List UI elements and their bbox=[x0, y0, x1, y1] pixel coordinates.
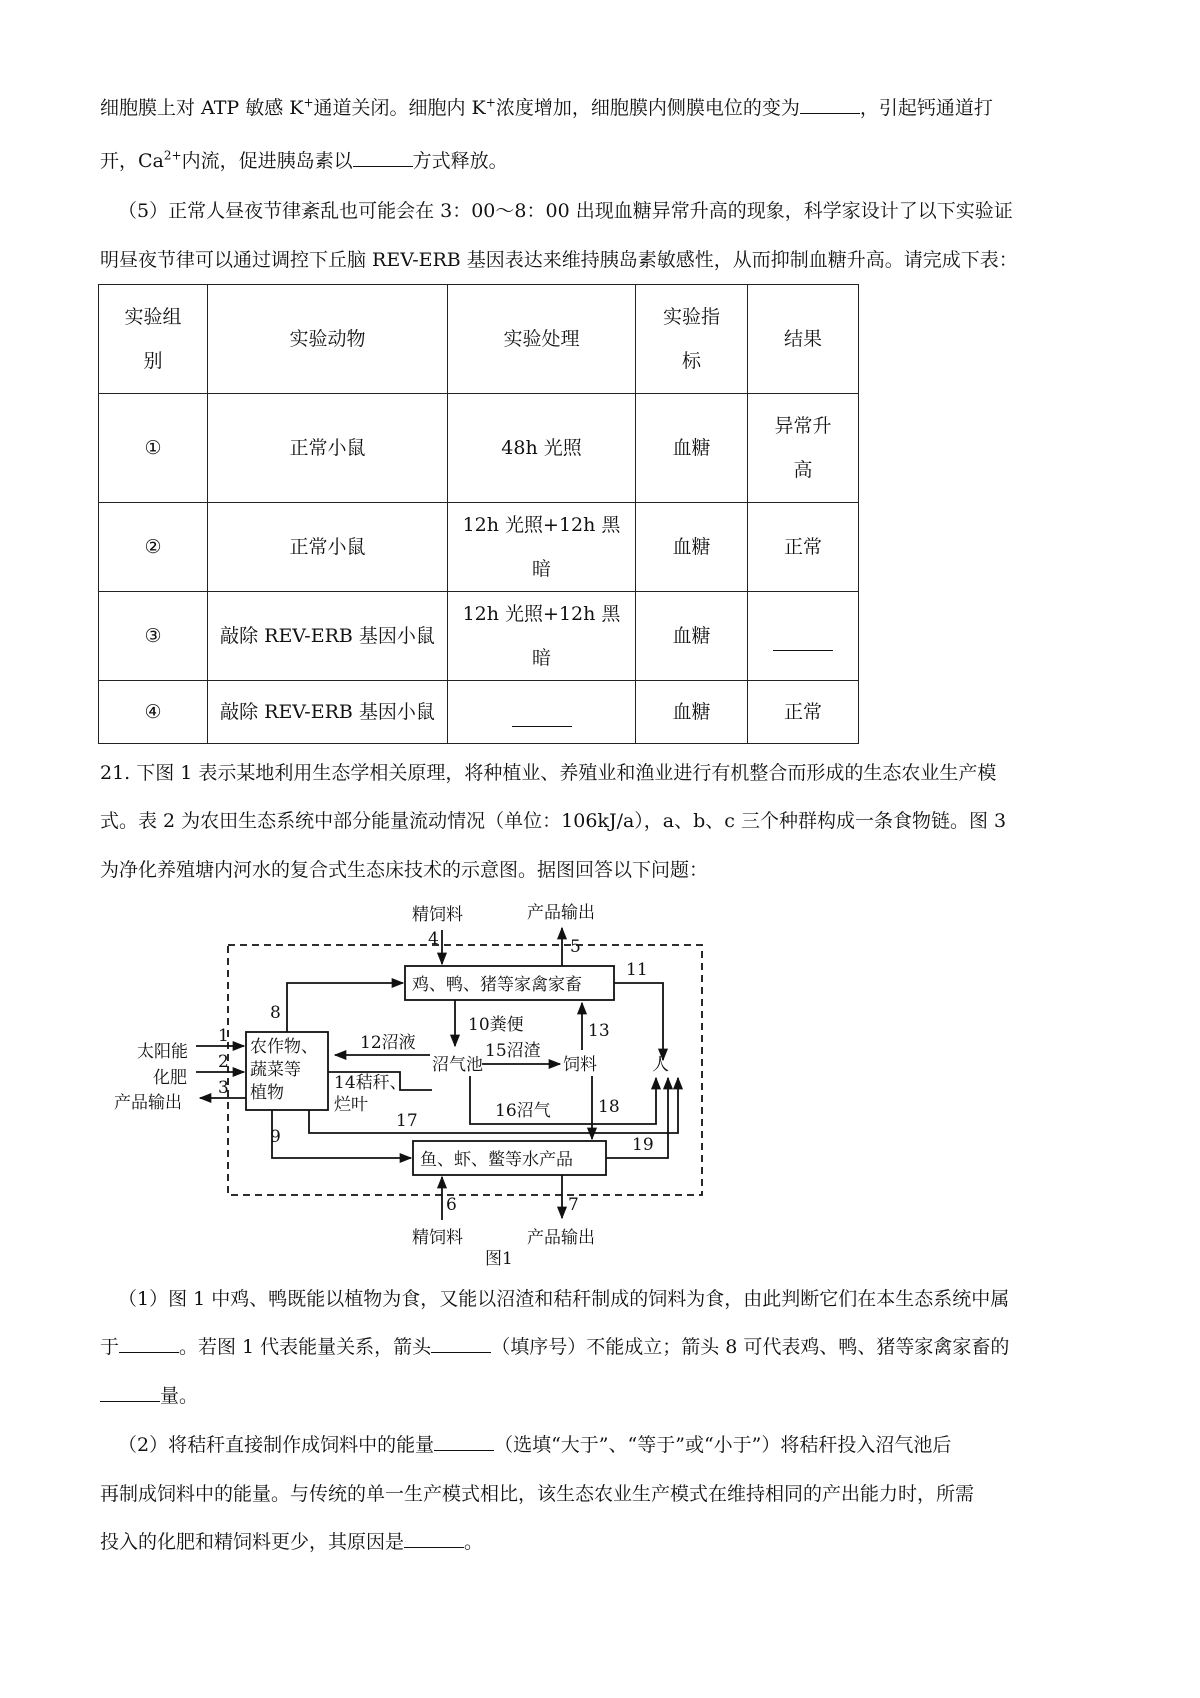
arrow-4-label: 4 bbox=[428, 929, 439, 949]
cell-animal: 敲除 REV-ERB 基因小鼠 bbox=[208, 592, 448, 681]
feed-label: 饲料 bbox=[563, 1055, 597, 1075]
q21-line-1: 21. 下图 1 表示某地利用生态学相关原理，将种植业、养殖业和渔业进行有机整合而形成的生态农业生产模 bbox=[100, 762, 997, 784]
cell-index: 血糖 bbox=[636, 394, 748, 503]
straw-label-1: 14秸秆、 bbox=[334, 1073, 407, 1093]
header-animal: 实验动物 bbox=[208, 285, 448, 394]
cell-treatment: 12h 光照+12h 黑暗 bbox=[448, 503, 636, 592]
biogas-label: 16沼气 bbox=[495, 1101, 551, 1121]
cell-animal: 敲除 REV-ERB 基因小鼠 bbox=[208, 681, 448, 744]
cell-group: ② bbox=[99, 503, 208, 592]
crops-label-3: 植物 bbox=[250, 1083, 284, 1103]
manure-label: 10粪便 bbox=[468, 1015, 524, 1035]
cell-group: ③ bbox=[99, 592, 208, 681]
arrow-6-label: 6 bbox=[446, 1195, 457, 1215]
text: （选填“大于”、“等于”或“小于”）将秸秆投入沼气池后 bbox=[494, 1434, 952, 1456]
text: 通道关闭。细胞内 K bbox=[313, 97, 486, 119]
arrow-2-label: 2 bbox=[218, 1052, 229, 1072]
cell-result: 异常升 高 bbox=[748, 394, 859, 503]
header-index: 实验指 标 bbox=[636, 285, 748, 394]
text: 量。 bbox=[160, 1385, 199, 1407]
text: （2）将秸秆直接制作成饲料中的能量 bbox=[118, 1434, 435, 1456]
straw-label-2: 烂叶 bbox=[334, 1095, 368, 1115]
arrow-9-label: 9 bbox=[270, 1127, 281, 1147]
arrow-13-label: 13 bbox=[588, 1021, 610, 1041]
arrow-3-label: 3 bbox=[218, 1078, 229, 1098]
superscript: + bbox=[303, 95, 314, 110]
cell-animal: 正常小鼠 bbox=[208, 503, 448, 592]
cell-index: 血糖 bbox=[636, 592, 748, 681]
arrow-7-label: 7 bbox=[568, 1195, 579, 1215]
text: （填序号）不能成立；箭头 8 可代表鸡、鸭、猪等家禽家畜的 bbox=[491, 1336, 1010, 1358]
left-output-label: 产品输出 bbox=[114, 1093, 182, 1113]
cell-result: 正常 bbox=[748, 503, 859, 592]
cell-group: ① bbox=[99, 394, 208, 503]
sub2-line-2: 再制成饲料中的能量。与传统的单一生产模式相比，该生态农业生产模式在维持相同的产出能力时，所需 bbox=[100, 1483, 975, 1505]
text: 浓度增加，细胞膜内侧膜电位的变为 bbox=[495, 97, 800, 119]
answer-blank bbox=[431, 1334, 491, 1353]
arrow-5-label: 5 bbox=[570, 937, 581, 957]
sun-label: 太阳能 bbox=[137, 1042, 188, 1062]
header-treatment: 实验处理 bbox=[448, 285, 636, 394]
crops-label-1: 农作物、 bbox=[250, 1037, 318, 1057]
answer-blank bbox=[100, 1383, 160, 1402]
text: 开，Ca bbox=[100, 150, 164, 172]
arrow-18-label: 18 bbox=[598, 1097, 620, 1117]
sub1-line-2 bbox=[100, 1334, 1009, 1360]
residue-label: 15沼渣 bbox=[485, 1041, 541, 1061]
q21-line-2: 式。表 2 为农田生态系统中部分能量流动情况（单位：106kJ/a），a、b、c 三个种群构成一条食物链。图 3 bbox=[100, 810, 1007, 832]
aquatic-label: 鱼、虾、鳖等水产品 bbox=[420, 1150, 573, 1170]
text: 细胞膜上对 ATP 敏感 K bbox=[100, 97, 304, 119]
superscript: 2+ bbox=[163, 148, 182, 163]
top-output-label: 产品输出 bbox=[527, 903, 595, 923]
q5-line-1: （5）正常人昼夜节律紊乱也可能会在 3：00～8：00 出现血糖异常升高的现象，科学家设计了以下实验证 bbox=[118, 200, 1013, 222]
answer-blank bbox=[404, 1529, 464, 1548]
answer-blank bbox=[119, 1334, 179, 1353]
superscript: + bbox=[485, 95, 496, 110]
q5-line-2: 明昼夜节律可以通过调控下丘脑 REV-ERB 基因表达来维持胰岛素敏感性，从而抑制血糖升高。请完成下表： bbox=[100, 249, 1018, 271]
sub1-line-3 bbox=[100, 1383, 198, 1409]
crops-label-2: 蔬菜等 bbox=[250, 1060, 301, 1080]
header-group: 实验组 别 bbox=[99, 285, 208, 394]
text: 。若图 1 代表能量关系，箭头 bbox=[179, 1336, 432, 1358]
arrow-19-label: 19 bbox=[632, 1135, 654, 1155]
cell-group: ④ bbox=[99, 681, 208, 744]
header-result: 结果 bbox=[748, 285, 859, 394]
sub2-line-1 bbox=[118, 1432, 951, 1458]
figure-caption: 图1 bbox=[485, 1249, 513, 1269]
sub2-line-3 bbox=[100, 1529, 483, 1555]
cell-index: 血糖 bbox=[636, 503, 748, 592]
fertilizer-label: 化肥 bbox=[153, 1068, 187, 1088]
answer-blank bbox=[434, 1432, 494, 1451]
slurry-label: 12沼液 bbox=[360, 1033, 416, 1053]
cell-animal: 正常小鼠 bbox=[208, 394, 448, 503]
human-label: 人 bbox=[652, 1055, 669, 1075]
top-feed-label: 精饲料 bbox=[412, 905, 463, 925]
text: 内流，促进胰岛素以 bbox=[181, 150, 353, 172]
livestock-label: 鸡、鸭、猪等家禽家畜 bbox=[412, 975, 582, 995]
cell-index: 血糖 bbox=[636, 681, 748, 744]
cell-treatment: 12h 光照+12h 黑暗 bbox=[448, 592, 636, 681]
arrow-11-label: 11 bbox=[626, 960, 648, 980]
arrow-1-label: 1 bbox=[218, 1026, 229, 1046]
bottom-output-label: 产品输出 bbox=[527, 1228, 595, 1248]
cell-treatment: 48h 光照 bbox=[448, 394, 636, 503]
text: ，引起钙通道打 bbox=[859, 97, 993, 119]
text: 投入的化肥和精饲料更少，其原因是 bbox=[100, 1531, 405, 1553]
bottom-feed-label: 精饲料 bbox=[412, 1228, 463, 1248]
text: 方式释放。 bbox=[412, 150, 508, 172]
sub1-line-1: （1）图 1 中鸡、鸭既能以植物为食，又能以沼渣和秸秆制成的饲料为食，由此判断它们在本生态系统中属 bbox=[118, 1288, 1010, 1310]
q21-line-3: 为净化养殖塘内河水的复合式生态床技术的示意图。据图回答以下问题： bbox=[100, 859, 709, 881]
arrow-17-label: 17 bbox=[396, 1111, 418, 1131]
cell-result: 正常 bbox=[748, 681, 859, 744]
text: 于 bbox=[100, 1336, 120, 1358]
arrow-8-label: 8 bbox=[270, 1003, 281, 1023]
text: 。 bbox=[464, 1531, 484, 1553]
biogas-pool-label: 沼气池 bbox=[432, 1055, 483, 1075]
